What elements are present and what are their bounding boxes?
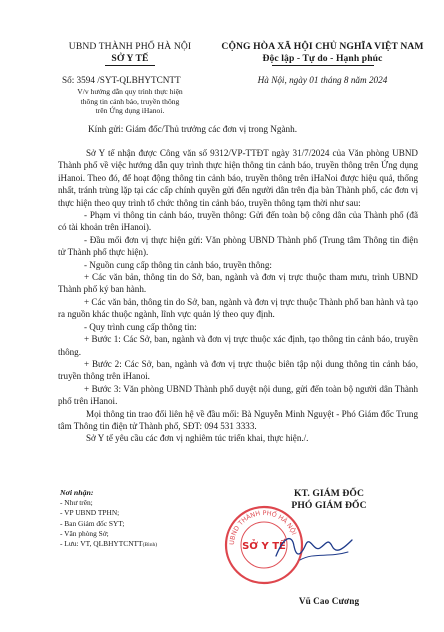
recipient-item: - Ban Giám đốc SYT; [60, 518, 125, 528]
paragraph-source-2: + Các văn bản, thông tin do Sở, ban, ngành và đơn vị trực thuộc Thành phố ban hành và tạo ra nguồn khác thuộc ngành, lĩnh vực quản lý theo quy định. [58, 296, 418, 320]
paragraph-contact: Mọi thông tin trao đổi liên hệ về đầu mối: Bà Nguyễn Minh Nguyệt - Phó Giám đốc Trung tâm Thông tin điện tử Thành phố, SĐT: 094 531 3333. [58, 408, 418, 431]
department-name: SỞ Y TẾ [111, 53, 149, 64]
handwritten-signature [270, 522, 360, 572]
paragraph-source-1: + Các văn bản, thông tin do Sở, ban, ngành và đơn vị trực thuộc tham mưu, trình UBND Thành phố ký ban hành. [58, 272, 418, 295]
department-underline [105, 65, 155, 66]
subject-line: trên Ứng dụng iHanoi. [95, 106, 165, 116]
paragraph-scope: - Phạm vi thông tin cảnh báo, truyền thông: Gửi đến toàn bộ công dân của Thành phố (đã có tài khoản trên iHanoi). [58, 210, 418, 233]
paragraph-closing: Sở Y tế yêu cầu các đơn vị nghiêm túc triển khai, thực hiện./. [86, 433, 309, 444]
signature-title-2: PHÓ GIÁM ĐỐC [291, 500, 367, 511]
motto-underline [272, 65, 374, 66]
subject-line: V/v hướng dẫn quy trình thực hiện [77, 87, 183, 96]
recipient-item: - Văn phòng Sở; [60, 528, 109, 538]
document-body [58, 147, 418, 445]
recipient-item: - Như trên; [60, 498, 93, 508]
recipient-archive: - Lưu: VT, QLBHYTCNTT [60, 539, 143, 549]
organization-name: UBND THÀNH PHỐ HÀ NỘI [68, 41, 192, 52]
paragraph-step-3: + Bước 3: Văn phòng UBND Thành phố duyệt nội dung, gửi đến toàn bộ người dân Thành phố trên iHanoi. [58, 383, 418, 407]
signer-name: Vũ Cao Cương [298, 596, 360, 606]
greeting: Kính gửi: Giám đốc/Thủ trưởng các đơn vị trong Ngành. [88, 124, 298, 134]
document-number: Số: 3594 /SYT-QLBHYTCNTT [62, 75, 181, 85]
paragraph-source-heading: - Nguồn cung cấp thông tin cảnh báo, truyền thông: [84, 259, 272, 270]
subject-line: thông tin cảnh báo, truyền thông [80, 96, 180, 106]
paragraph-step-2: + Bước 2: Các Sở, ban, ngành và đơn vị trực thuộc biên tập nội dung thông tin cảnh báo, truyền thông trên iHanoi. [58, 358, 418, 382]
motto: Độc lập - Tự do - Hạnh phúc [262, 53, 383, 64]
paragraph-process-heading: - Quy trình cung cấp thông tin: [84, 321, 197, 332]
drafter-initials: (Bình) [142, 542, 158, 549]
paragraph-focal-point: - Đầu mối đơn vị thực hiện gửi: Văn phòng UBND Thành phố (Trung tâm Thông tin điện tử Thành phố thực hiện). [58, 234, 418, 258]
document-subject [40, 87, 220, 116]
country-title: CỘNG HÒA XÃ HỘI CHỦ NGHĨA VIỆT NAM [221, 41, 424, 52]
signature-title-1: KT. GIÁM ĐỐC [293, 488, 365, 499]
recipient-item [60, 539, 157, 550]
seal-center-text: SỞ Y TẾ [242, 541, 286, 552]
recipients-title: Nơi nhận: [60, 488, 94, 497]
recipients-block [60, 488, 157, 550]
paragraph-intro: Sở Y tế nhận được Công văn số 9312/VP-TTĐT ngày 31/7/2024 của Văn phòng UBND Thành phố về việc hướng dẫn quy trình thực hiện thông tin cảnh báo, truyền thông trên Ứng dụng iHanoi. Theo đó, để hoạt động thông tin cảnh báo, truyền thông trên iHaNoi được hiệu quả, thống nhất, tránh trùng lặp tại các cấp chính quyền gửi đến người dân trên địa bàn Thành phố, các đơn vị thực hiện theo quy trình tổ chức thông tin cảnh báo, truyền thông tạm thời như sau: [58, 148, 418, 208]
recipient-item: - VP UBND TPHN; [60, 508, 120, 518]
seal-ring-text: UBND THÀNH PHỐ HÀ NỘI [227, 508, 299, 546]
document-date: Hà Nội, ngày 01 tháng 8 năm 2024 [257, 75, 388, 85]
paragraph-step-1: + Bước 1: Các Sở, ban, ngành và đơn vị trực thuộc xác định, tạo thông tin cảnh báo, truyền thông. [58, 334, 418, 357]
